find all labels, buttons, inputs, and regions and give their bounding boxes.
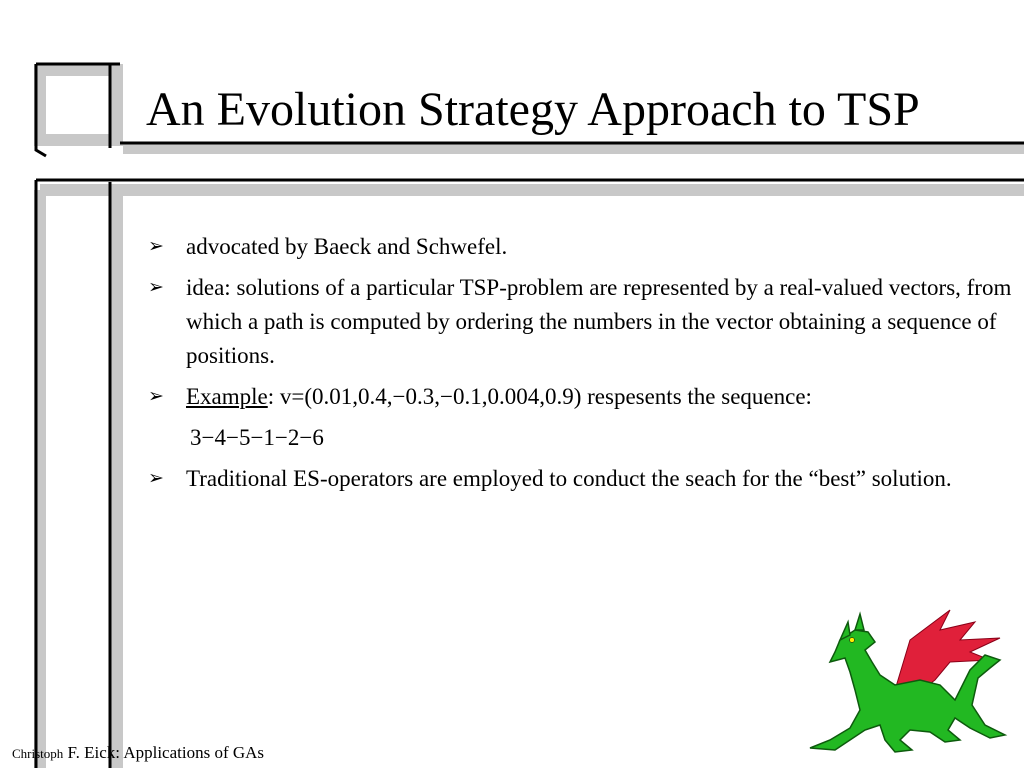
bullet-text: idea: solutions of a particular TSP-problem are represented by a real-valued vectors, from which a path is computed by ordering the numbers in the vector obtaining a sequence of positions. bbox=[186, 275, 1012, 368]
bullet-text: advocated by Baeck and Schwefel. bbox=[186, 234, 508, 259]
bullet-item bbox=[148, 230, 1018, 264]
bullet-item bbox=[148, 462, 1018, 496]
footer-author-first: Christoph bbox=[12, 746, 64, 761]
bullet-arrow-icon: ➢ bbox=[148, 277, 164, 298]
bullet-text: Traditional ES-operators are employed to conduct the seach for the “best” solution. bbox=[186, 466, 952, 491]
bullet-arrow-icon: ➢ bbox=[148, 468, 164, 489]
dragon-eye bbox=[850, 638, 855, 643]
slide-title: An Evolution Strategy Approach to TSP bbox=[146, 83, 920, 136]
bullet-arrow-icon: ➢ bbox=[148, 386, 164, 407]
slide-footer bbox=[12, 742, 264, 765]
bullet-item bbox=[148, 380, 1018, 414]
footer-text: F. Eick: Applications of GAs bbox=[67, 743, 265, 762]
sequence-line: 3−4−5−1−2−6 bbox=[190, 425, 324, 450]
bullet-item bbox=[148, 271, 1018, 373]
bullet-text: : v=(0.01,0.4,−0.3,−0.1,0.004,0.9) respesents the sequence: bbox=[267, 384, 812, 409]
bullet-list bbox=[148, 230, 1018, 503]
bullet-arrow-icon: ➢ bbox=[148, 236, 164, 257]
dragon-logo-icon bbox=[800, 600, 1020, 760]
dragon-body bbox=[810, 614, 1005, 752]
example-label: Example bbox=[186, 384, 268, 409]
